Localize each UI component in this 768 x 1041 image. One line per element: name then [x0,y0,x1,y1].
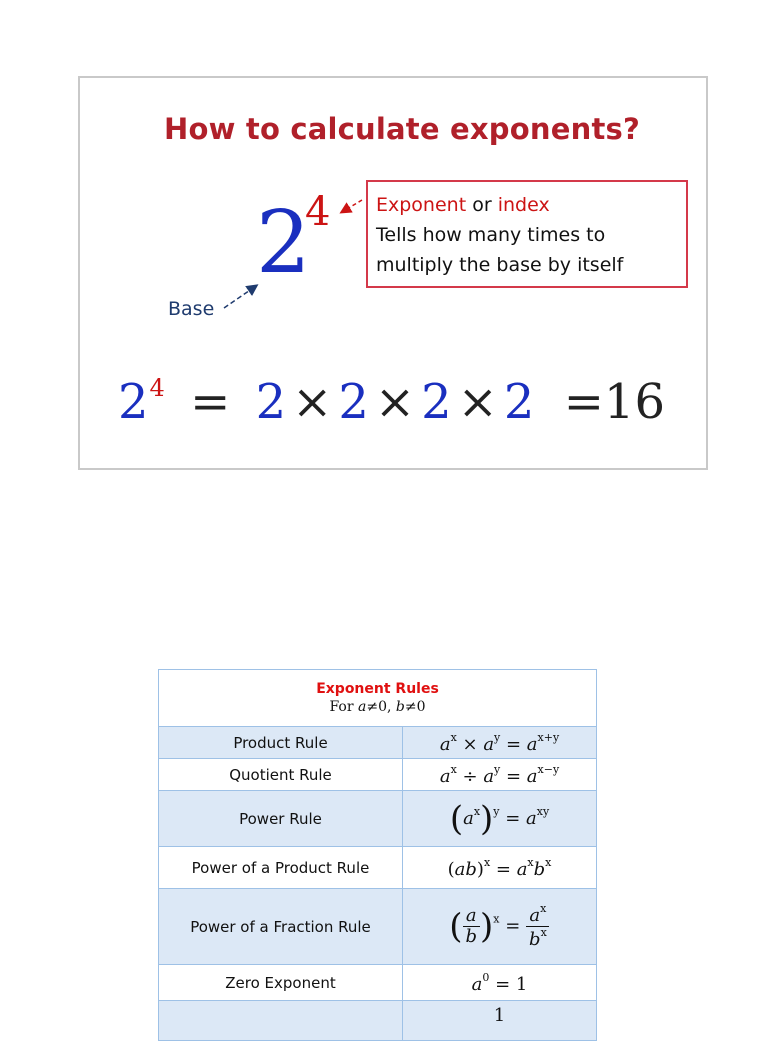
table-row [159,889,597,965]
exponent-rules-table [158,669,597,1041]
rule-formula: ( $\frac{a}{b}$ )$^x$ = $\frac{a^x}{b^x}$ [403,889,597,965]
equation-factor: 2 [421,374,452,430]
base-arrow [224,286,256,308]
table-condition: For a≠0, b≠0 [329,699,426,715]
exponent-slide [78,76,708,470]
rule-name: Quotient Rule [159,759,403,791]
equation-result: 16 [603,374,665,430]
table-row [159,791,597,847]
rule-name: Product Rule [159,727,403,759]
rule-name: Zero Exponent [159,965,403,1001]
equation-base: 2 [118,374,149,430]
equation-equals-2: = [563,374,604,430]
times-sign: × [292,374,333,430]
table-row [159,759,597,791]
expansion-equation [118,374,665,430]
table-row [159,1001,597,1041]
table-row [159,965,597,1001]
exponent-callout-box [366,180,688,288]
equation-factor: 2 [503,374,535,430]
rule-formula: $a^x \div a^y = a^{x-y}$ [403,759,597,791]
slide-title: How to calculate exponents? [164,112,640,146]
table-title: Exponent Rules [316,681,439,697]
table-header-cell [159,670,597,727]
equation-exponent: 4 [149,374,165,402]
times-sign: × [374,374,416,430]
table-row [159,847,597,889]
rule-formula: $(ab)^x = a^xb^x$ [403,847,597,889]
callout-line-2: Tells how many times to [376,224,606,246]
rule-name [159,1001,403,1041]
big-exponent-number: 4 [305,189,331,235]
table-header-row [159,670,597,727]
rule-formula: $a^0 = 1$ [403,965,597,1001]
equation-factor: 2 [338,374,369,430]
table-row [159,727,597,759]
base-label: Base [168,298,215,320]
rule-formula: $(a^x)^y = a^{xy}$ [403,791,597,847]
callout-term-exponent: Exponent [376,194,467,216]
exponent-arrow [342,200,362,212]
times-sign: × [457,374,498,430]
rule-name: Power Rule [159,791,403,847]
rule-formula: 1 [403,1001,597,1041]
rule-name: Power of a Product Rule [159,847,403,889]
callout-line-3: multiply the base by itself [376,254,624,276]
callout-line-1 [376,190,678,220]
callout-connector: or [472,194,492,216]
equation-factor: 2 [255,374,287,430]
rule-formula: $a^x \times a^y = a^{x+y}$ [403,727,597,759]
callout-term-index: index [497,194,550,216]
equation-equals: = [190,374,231,430]
rule-name: Power of a Fraction Rule [159,889,403,965]
big-base-number: 2 [256,193,311,293]
